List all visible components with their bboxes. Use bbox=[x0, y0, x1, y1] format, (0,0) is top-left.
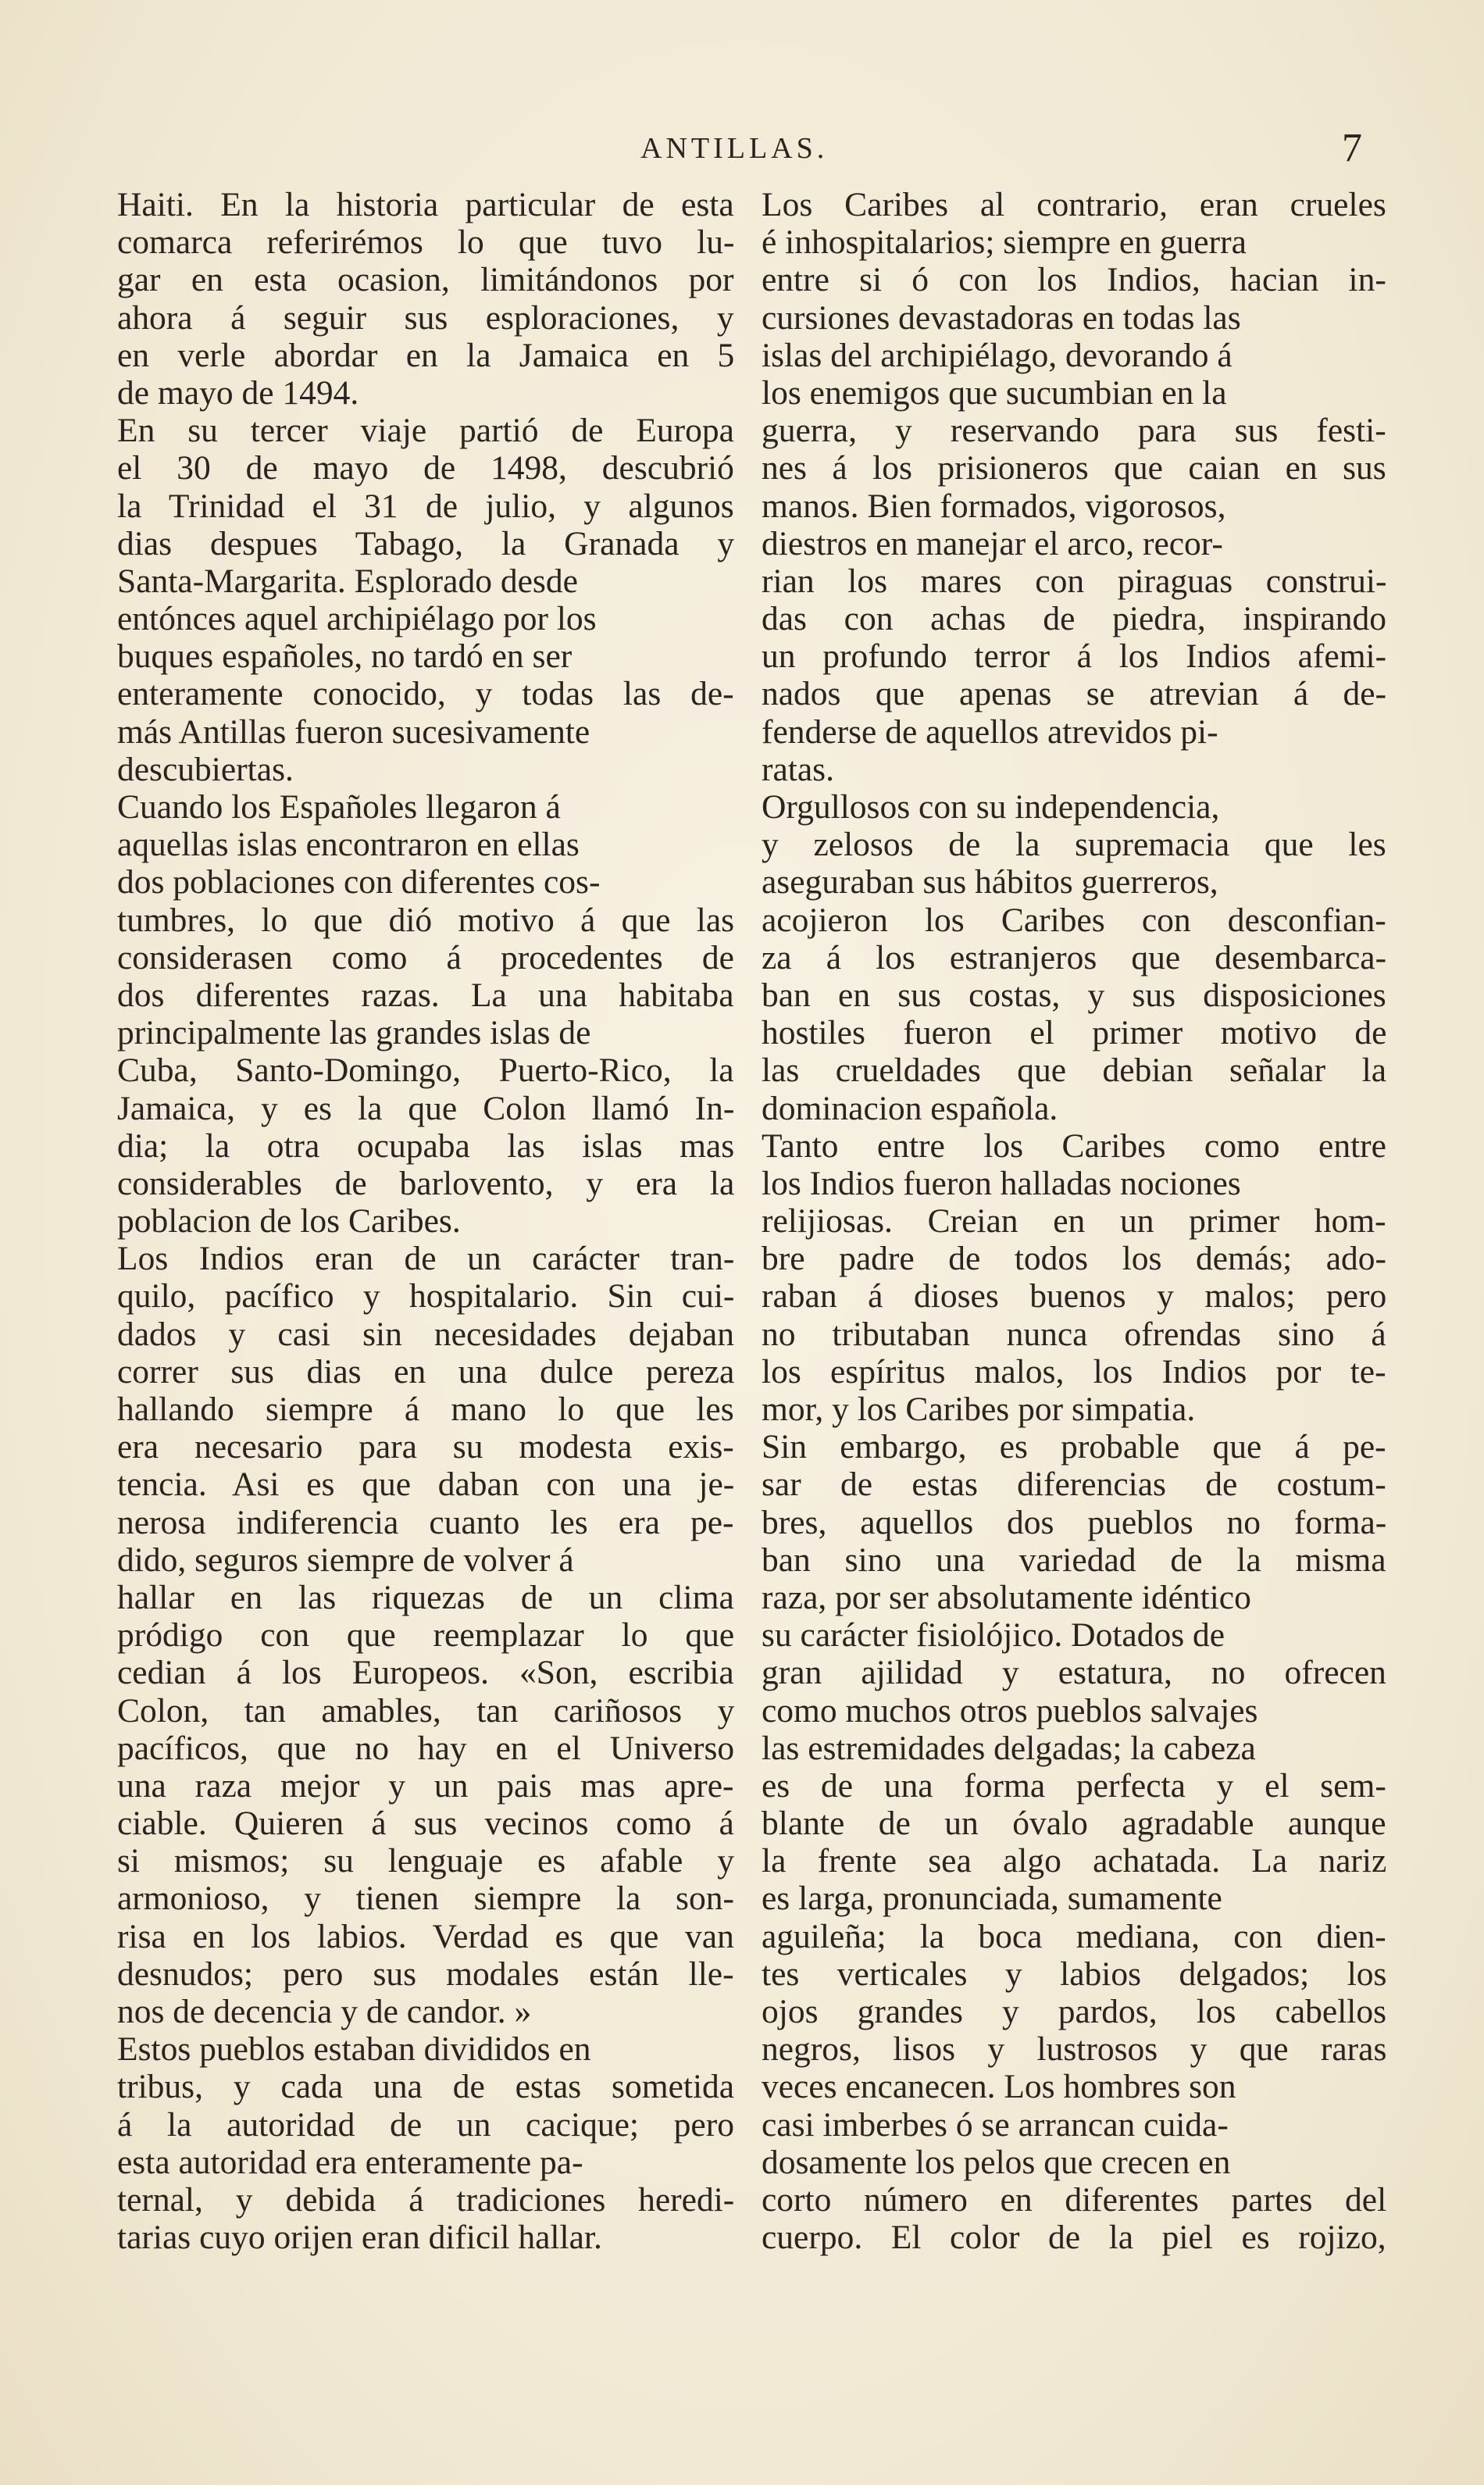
text-line: nos de decencia y de candor. » bbox=[117, 1993, 532, 2030]
text-line: Sin embargo, es probable que á pe- bbox=[762, 1428, 1386, 1466]
text-line: aguileña; la boca mediana, con dien- bbox=[762, 1917, 1386, 1955]
text-line: ciable. Quieren á sus vecinos como á bbox=[117, 1805, 734, 1843]
text-line: es larga, pronunciada, sumamente bbox=[762, 1880, 1222, 1918]
text-line: dosamente los pelos que crecen en bbox=[762, 2143, 1231, 2181]
text-line: desnudos; pero sus modales están lle- bbox=[117, 1955, 734, 1993]
text-line: más Antillas fueron sucesivamente bbox=[117, 712, 590, 751]
text-line: veces encanecen. Los hombres son bbox=[762, 2068, 1236, 2106]
text-line: considerables de barlovento, y era la bbox=[117, 1164, 735, 1202]
text-line: ternal, y debida á tradiciones heredi- bbox=[117, 2180, 735, 2219]
text-line: das con achas de piedra, inspirando bbox=[762, 600, 1387, 638]
text-line: dos diferentes razas. La una habitaba bbox=[117, 976, 734, 1014]
text-line: dido, seguros siempre de volver á bbox=[117, 1541, 574, 1579]
text-line: dia; la otra ocupaba las islas mas bbox=[117, 1126, 735, 1165]
text-line: pacíficos, que no hay en el Universo bbox=[117, 1729, 735, 1767]
text-line: gran ajilidad y estatura, no ofrecen bbox=[762, 1654, 1386, 1692]
text-line: nerosa indiferencia cuanto les era pe- bbox=[117, 1503, 734, 1541]
text-line: buques españoles, no tardó en ser bbox=[117, 637, 573, 676]
text-line: cedian á los Europeos. «Son, escribia bbox=[117, 1654, 734, 1692]
text-line: rian los mares con piraguas construi- bbox=[762, 562, 1387, 600]
text-line: las crueldades que debian señalar la bbox=[762, 1051, 1386, 1090]
text-line: tencia. Asi es que daban con una je- bbox=[117, 1466, 735, 1504]
text-line: como muchos otros pueblos salvajes bbox=[762, 1691, 1258, 1730]
text-line: comarca referirémos lo que tuvo lu- bbox=[117, 223, 735, 262]
text-line: za á los estranjeros que desembarca- bbox=[762, 938, 1387, 977]
text-line: á la autoridad de un cacique; pero bbox=[117, 2105, 734, 2144]
text-line: ban en sus costas, y sus disposiciones bbox=[762, 976, 1386, 1014]
text-line: hallando siempre á mano lo que les bbox=[117, 1391, 734, 1428]
text-line: dominacion española. bbox=[762, 1089, 1058, 1127]
text-line: hostiles fueron el primer motivo de bbox=[762, 1014, 1387, 1052]
text-line: gar en esta ocasion, limitándonos por bbox=[117, 261, 734, 299]
text-line: sar de estas diferencias de costum- bbox=[762, 1466, 1386, 1504]
text-line: si mismos; su lenguaje es afable y bbox=[117, 1842, 734, 1880]
text-line: en verle abordar en la Jamaica en 5 bbox=[117, 336, 735, 374]
text-line: dados y casi sin necesidades dejaban bbox=[117, 1315, 734, 1353]
text-line: negros, lisos y lustrosos y que raras bbox=[762, 2030, 1387, 2069]
page-number: 7 bbox=[1342, 126, 1362, 170]
text-line: ratas. bbox=[762, 750, 834, 788]
text-line: el 30 de mayo de 1498, descubrió bbox=[117, 449, 734, 487]
text-line: dos poblaciones con diferentes cos- bbox=[117, 863, 601, 902]
text-line: islas del archipiélago, devorando á bbox=[762, 336, 1233, 374]
text-line: quilo, pacífico y hospitalario. Sin cui- bbox=[117, 1277, 735, 1316]
text-line: ban sino una variedad de la misma bbox=[762, 1541, 1386, 1579]
text-line: los espíritus malos, los Indios por te- bbox=[762, 1352, 1386, 1391]
text-line: nes á los prisioneros que caian en sus bbox=[762, 449, 1386, 487]
text-line: ojos grandes y pardos, los cabellos bbox=[762, 1993, 1387, 2030]
text-line: Cuando los Españoles llegaron á bbox=[117, 788, 561, 826]
text-line: acojieron los Caribes con desconfian- bbox=[762, 901, 1386, 939]
text-line: fenderse de aquellos atrevidos pi- bbox=[762, 712, 1218, 751]
text-line: bres, aquellos dos pueblos no forma- bbox=[762, 1503, 1387, 1541]
text-line: Los Caribes al contrario, eran crueles bbox=[762, 186, 1386, 223]
text-line: cursiones devastadoras en todas las bbox=[762, 298, 1241, 337]
text-line: Cuba, Santo-Domingo, Puerto-Rico, la bbox=[117, 1051, 734, 1090]
text-line: ahora á seguir sus esploraciones, y bbox=[117, 298, 734, 337]
text-line: tes verticales y labios delgados; los bbox=[762, 1955, 1387, 1993]
text-line: relijiosas. Creian en un primer hom- bbox=[762, 1202, 1386, 1241]
text-line: Colon, tan amables, tan cariñosos y bbox=[117, 1691, 735, 1730]
text-line: su carácter fisiolójico. Dotados de bbox=[762, 1616, 1225, 1655]
text-line: diestros en manejar el arco, recor- bbox=[762, 524, 1223, 562]
right-text-column bbox=[762, 186, 1386, 2256]
text-line: la Trinidad el 31 de julio, y algunos bbox=[117, 487, 734, 525]
text-line: raza, por ser absolutamente idéntico bbox=[762, 1578, 1251, 1616]
page-header bbox=[0, 126, 1484, 178]
text-line: los Indios fueron halladas nociones bbox=[762, 1164, 1241, 1202]
text-line: pródigo con que reemplazar lo que bbox=[117, 1616, 735, 1655]
text-line: esta autoridad era enteramente pa- bbox=[117, 2143, 583, 2181]
text-line: En su tercer viaje partió de Europa bbox=[117, 412, 734, 450]
text-line: Tanto entre los Caribes como entre bbox=[762, 1126, 1386, 1165]
text-line: blante de un óvalo agradable aunque bbox=[762, 1805, 1386, 1843]
text-line: nados que apenas se atrevian á de- bbox=[762, 675, 1387, 713]
text-line: dias despues Tabago, la Granada y bbox=[117, 524, 735, 562]
text-line: corto número en diferentes partes del bbox=[762, 2180, 1387, 2219]
text-line: principalmente las grandes islas de bbox=[117, 1014, 591, 1052]
text-line: la frente sea algo achatada. La nariz bbox=[762, 1842, 1387, 1880]
text-line: las estremidades delgadas; la cabeza bbox=[762, 1729, 1256, 1767]
text-line: mor, y los Caribes por simpatia. bbox=[762, 1391, 1196, 1428]
text-line: aquellas islas encontraron en ellas bbox=[117, 826, 580, 864]
text-line: tumbres, lo que dió motivo á que las bbox=[117, 901, 735, 939]
text-line: considerasen como á procedentes de bbox=[117, 938, 734, 977]
text-line: un profundo terror á los Indios afemi- bbox=[762, 637, 1387, 676]
left-text-column bbox=[117, 186, 734, 2256]
text-line: guerra, y reservando para sus festi- bbox=[762, 412, 1386, 450]
text-line: manos. Bien formados, vigorosos, bbox=[762, 487, 1226, 525]
text-line: Orgullosos con su independencia, bbox=[762, 788, 1220, 826]
text-line: casi imberbes ó se arrancan cuida- bbox=[762, 2105, 1229, 2144]
text-line: Estos pueblos estaban divididos en bbox=[117, 2030, 591, 2069]
text-line: armonioso, y tienen siempre la son- bbox=[117, 1880, 734, 1918]
text-line: Haiti. En la historia particular de esta bbox=[117, 186, 734, 223]
text-line: Los Indios eran de un carácter tran- bbox=[117, 1240, 735, 1278]
text-line: no tributaban nunca ofrendas sino á bbox=[762, 1315, 1386, 1353]
text-line: descubiertas. bbox=[117, 750, 294, 788]
text-line: aseguraban sus hábitos guerreros, bbox=[762, 863, 1218, 902]
text-line: de mayo de 1494. bbox=[117, 373, 359, 412]
text-line: tarias cuyo orijen eran dificil hallar. bbox=[117, 2219, 602, 2257]
text-line: correr sus dias en una dulce pereza bbox=[117, 1352, 735, 1391]
text-line: hallar en las riquezas de un clima bbox=[117, 1578, 734, 1616]
text-line: los enemigos que sucumbian en la bbox=[762, 373, 1227, 412]
text-line: tribus, y cada una de estas sometida bbox=[117, 2068, 735, 2106]
text-line: cuerpo. El color de la piel es rojizo, bbox=[762, 2219, 1386, 2257]
text-line: entre si ó con los Indios, hacian in- bbox=[762, 261, 1386, 299]
text-line: es de una forma perfecta y el sem- bbox=[762, 1766, 1386, 1805]
text-line: poblacion de los Caribes. bbox=[117, 1202, 461, 1241]
text-line: raban á dioses buenos y malos; pero bbox=[762, 1277, 1387, 1316]
text-line: risa en los labios. Verdad es que van bbox=[117, 1917, 734, 1955]
running-title: ANTILLAS. bbox=[640, 132, 829, 165]
text-line: y zelosos de la supremacia que les bbox=[762, 826, 1386, 864]
text-line: Santa-Margarita. Esplorado desde bbox=[117, 562, 578, 600]
text-line: era necesario para su modesta exis- bbox=[117, 1428, 734, 1466]
text-line: enteramente conocido, y todas las de- bbox=[117, 675, 734, 713]
text-line: é inhospitalarios; siempre en guerra bbox=[762, 223, 1247, 262]
text-line: Jamaica, y es la que Colon llamó In- bbox=[117, 1089, 735, 1127]
text-line: una raza mejor y un pais mas apre- bbox=[117, 1766, 734, 1805]
text-line: entónces aquel archipiélago por los bbox=[117, 600, 597, 638]
text-line: bre padre de todos los demás; ado- bbox=[762, 1240, 1387, 1278]
